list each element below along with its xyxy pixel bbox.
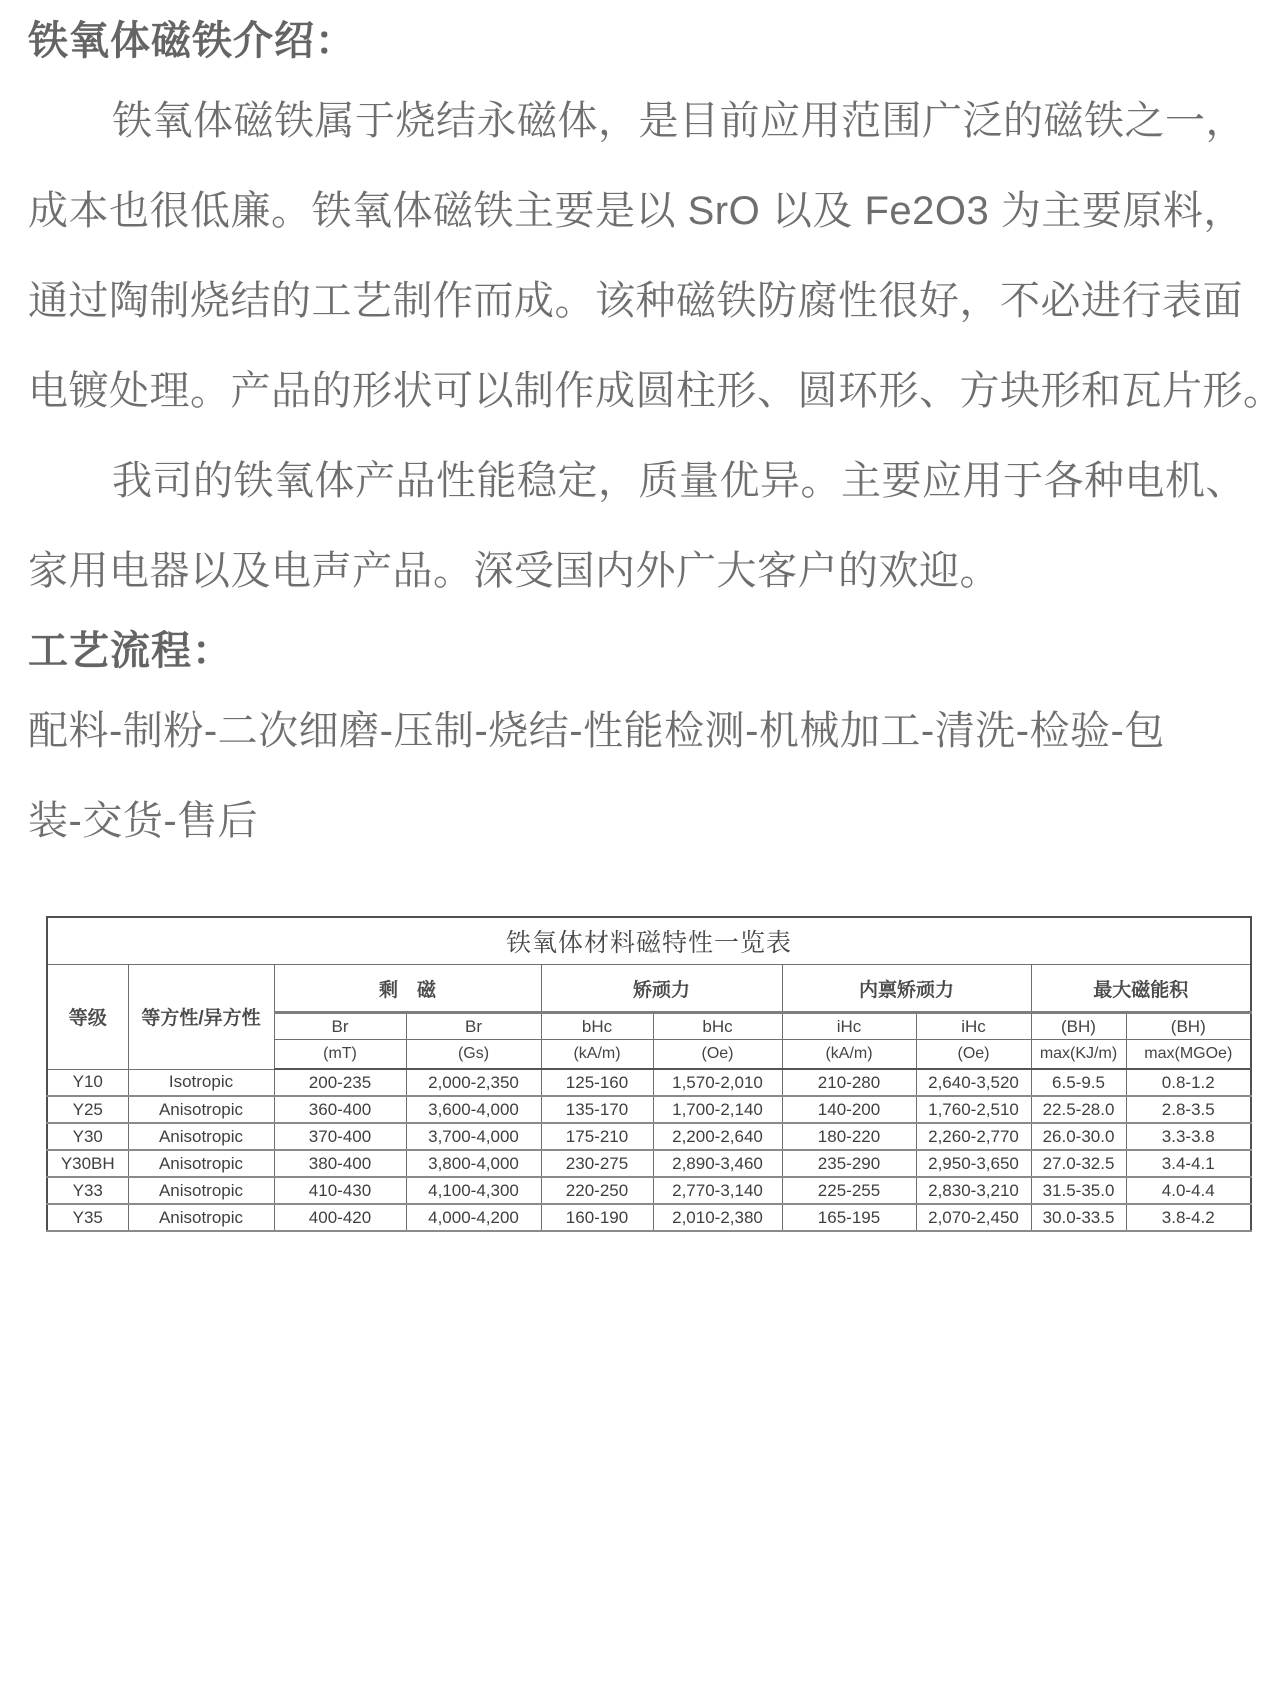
table-cell: Y35 bbox=[47, 1204, 128, 1231]
table-cell: 22.5-28.0 bbox=[1031, 1096, 1126, 1123]
table-row bbox=[47, 1123, 1251, 1150]
subheader: (BH) bbox=[1031, 1013, 1126, 1040]
table-cell: 6.5-9.5 bbox=[1031, 1069, 1126, 1096]
unit-cell: max(MGOe) bbox=[1126, 1040, 1251, 1070]
table-cell: 3,700-4,000 bbox=[406, 1123, 541, 1150]
table-cell: Y30 bbox=[47, 1123, 128, 1150]
ferrite-properties-table bbox=[46, 916, 1252, 1232]
table-cell: 400-420 bbox=[274, 1204, 406, 1231]
table-cell: 1,700-2,140 bbox=[653, 1096, 782, 1123]
table-cell: Isotropic bbox=[128, 1069, 274, 1096]
table-cell: Y30BH bbox=[47, 1150, 128, 1177]
text-line: 电镀处理。产品的形状可以制作成圆柱形、圆环形、方块形和瓦片形。 bbox=[28, 369, 1284, 413]
unit-cell: (mT) bbox=[274, 1040, 406, 1070]
table-cell: 3.3-3.8 bbox=[1126, 1123, 1251, 1150]
table-cell: 410-430 bbox=[274, 1177, 406, 1204]
table-cell: 4,000-4,200 bbox=[406, 1204, 541, 1231]
process-heading: 工艺流程： bbox=[28, 629, 233, 673]
table-cell: 30.0-33.5 bbox=[1031, 1204, 1126, 1231]
table-cell: 140-200 bbox=[782, 1096, 916, 1123]
table-cell: Anisotropic bbox=[128, 1177, 274, 1204]
table-group-header-row bbox=[47, 965, 1251, 1013]
table-cell: 1,760-2,510 bbox=[916, 1096, 1031, 1123]
table-cell: Anisotropic bbox=[128, 1096, 274, 1123]
header-group-coercivity: 矫顽力 bbox=[541, 965, 782, 1013]
table-cell: 180-220 bbox=[782, 1123, 916, 1150]
header-group-max-energy-product: 最大磁能积 bbox=[1031, 965, 1251, 1013]
table-cell: 230-275 bbox=[541, 1150, 653, 1177]
table-cell: 4,100-4,300 bbox=[406, 1177, 541, 1204]
table-cell: Y10 bbox=[47, 1069, 128, 1096]
table-cell: 0.8-1.2 bbox=[1126, 1069, 1251, 1096]
table-cell: 235-290 bbox=[782, 1150, 916, 1177]
table-row bbox=[47, 1150, 1251, 1177]
subheader: bHc bbox=[541, 1013, 653, 1040]
header-group-intrinsic-coercivity: 内禀矫顽力 bbox=[782, 965, 1031, 1013]
table-cell: 2,200-2,640 bbox=[653, 1123, 782, 1150]
unit-cell: (kA/m) bbox=[782, 1040, 916, 1070]
header-grade: 等级 bbox=[47, 965, 128, 1070]
subheader: iHc bbox=[782, 1013, 916, 1040]
text-line: 通过陶制烧结的工艺制作而成。该种磁铁防腐性很好，不必进行表面 bbox=[28, 279, 1243, 323]
table-cell: 125-160 bbox=[541, 1069, 653, 1096]
table-cell: 2,000-2,350 bbox=[406, 1069, 541, 1096]
header-group-remanence: 剩 磁 bbox=[274, 965, 541, 1013]
subheader: Br bbox=[274, 1013, 406, 1040]
table-cell: 2,950-3,650 bbox=[916, 1150, 1031, 1177]
text-line: 装-交货-售后 bbox=[28, 799, 259, 843]
table-cell: 3,800-4,000 bbox=[406, 1150, 541, 1177]
table-cell: 220-250 bbox=[541, 1177, 653, 1204]
table-cell: 31.5-35.0 bbox=[1031, 1177, 1126, 1204]
table-row bbox=[47, 1096, 1251, 1123]
table-row bbox=[47, 1069, 1251, 1096]
table-cell: 3.8-4.2 bbox=[1126, 1204, 1251, 1231]
table-cell: 380-400 bbox=[274, 1150, 406, 1177]
table-cell: 200-235 bbox=[274, 1069, 406, 1096]
table-cell: 2.8-3.5 bbox=[1126, 1096, 1251, 1123]
unit-cell: (Oe) bbox=[653, 1040, 782, 1070]
table-title: 铁氧体材料磁特性一览表 bbox=[47, 917, 1251, 965]
table-cell: 2,830-3,210 bbox=[916, 1177, 1031, 1204]
table-cell: 1,570-2,010 bbox=[653, 1069, 782, 1096]
table-cell: 165-195 bbox=[782, 1204, 916, 1231]
text-line: 成本也很低廉。铁氧体磁铁主要是以 SrO 以及 Fe2O3 为主要原料， bbox=[28, 189, 1244, 233]
table-cell: 175-210 bbox=[541, 1123, 653, 1150]
subheader: bHc bbox=[653, 1013, 782, 1040]
table-cell: 160-190 bbox=[541, 1204, 653, 1231]
table-cell: 3.4-4.1 bbox=[1126, 1150, 1251, 1177]
intro-paragraph-1 bbox=[28, 76, 1284, 436]
table-cell: Y25 bbox=[47, 1096, 128, 1123]
subheader: (BH) bbox=[1126, 1013, 1251, 1040]
text-line: 家用电器以及电声产品。深受国内外广大客户的欢迎。 bbox=[28, 549, 1000, 593]
table-row bbox=[47, 1177, 1251, 1204]
table-title-row bbox=[47, 917, 1251, 965]
table-cell: 210-280 bbox=[782, 1069, 916, 1096]
table-cell: 2,010-2,380 bbox=[653, 1204, 782, 1231]
text-line: 我司的铁氧体产品性能稳定，质量优异。主要应用于各种电机、 bbox=[112, 459, 1246, 503]
table-cell: 2,770-3,140 bbox=[653, 1177, 782, 1204]
table-cell: Anisotropic bbox=[128, 1123, 274, 1150]
table-cell: 2,890-3,460 bbox=[653, 1150, 782, 1177]
table-cell: 27.0-32.5 bbox=[1031, 1150, 1126, 1177]
unit-cell: (Gs) bbox=[406, 1040, 541, 1070]
table-body bbox=[47, 1069, 1251, 1231]
subheader: iHc bbox=[916, 1013, 1031, 1040]
table-cell: 2,640-3,520 bbox=[916, 1069, 1031, 1096]
table-cell: 3,600-4,000 bbox=[406, 1096, 541, 1123]
text-line: 铁氧体磁铁属于烧结永磁体，是目前应用范围广泛的磁铁之一， bbox=[112, 99, 1246, 143]
table-cell: 135-170 bbox=[541, 1096, 653, 1123]
header-isotropy: 等方性/异方性 bbox=[128, 965, 274, 1070]
table-row bbox=[47, 1204, 1251, 1231]
table-cell: Anisotropic bbox=[128, 1204, 274, 1231]
unit-cell: (kA/m) bbox=[541, 1040, 653, 1070]
table-cell: 4.0-4.4 bbox=[1126, 1177, 1251, 1204]
subheader: Br bbox=[406, 1013, 541, 1040]
unit-cell: max(KJ/m) bbox=[1031, 1040, 1126, 1070]
process-flow bbox=[28, 686, 1259, 866]
text-line: 配料-制粉-二次细磨-压制-烧结-性能检测-机械加工-清洗-检验-包 bbox=[28, 709, 1165, 753]
table-cell: 26.0-30.0 bbox=[1031, 1123, 1126, 1150]
table-cell: 370-400 bbox=[274, 1123, 406, 1150]
table-cell: 2,070-2,450 bbox=[916, 1204, 1031, 1231]
unit-cell: (Oe) bbox=[916, 1040, 1031, 1070]
table-cell: Y33 bbox=[47, 1177, 128, 1204]
table-cell: 225-255 bbox=[782, 1177, 916, 1204]
table-cell: 360-400 bbox=[274, 1096, 406, 1123]
intro-heading: 铁氧体磁铁介绍： bbox=[28, 19, 356, 63]
table-cell: 2,260-2,770 bbox=[916, 1123, 1031, 1150]
intro-paragraph-2 bbox=[28, 436, 1259, 616]
table-cell: Anisotropic bbox=[128, 1150, 274, 1177]
